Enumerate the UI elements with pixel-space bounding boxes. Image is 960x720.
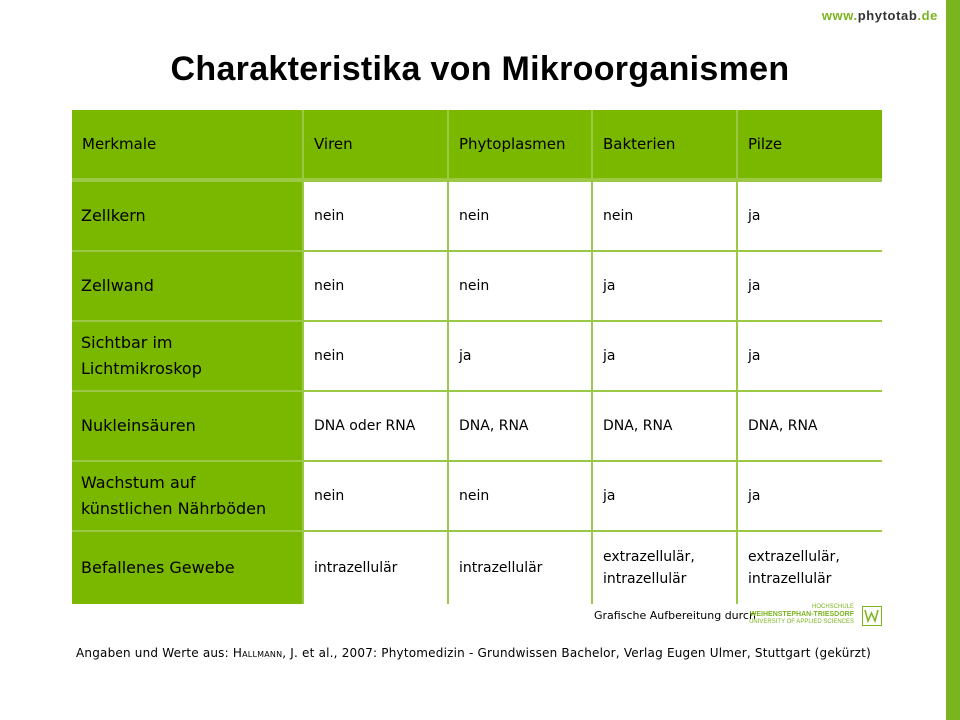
table-cell-viren-text: DNA oder RNA [314,418,416,434]
site-url[interactable] [822,8,938,23]
table-cell-bakterien [593,392,736,460]
row-header-text: Sichtbar im Lichtmikroskop [81,333,202,378]
table-cell-pilze-text: ja [748,278,761,294]
table-cell-phytoplasmen [449,252,591,320]
column-header-merkmale-text: Merkmale [82,135,157,153]
column-header-bakterien [593,110,736,178]
characteristics-table [72,110,882,604]
table-cell-phytoplasmen-text: nein [459,208,490,224]
row-header [72,182,302,250]
table-cell-pilze [738,252,882,320]
row-header-text: Nukleinsäuren [81,416,196,435]
logo-line-2: WEIHENSTEPHAN-TRIESDORF [749,611,854,618]
table-cell-bakterien-text: nein [603,208,634,224]
row-header-text: Befallenes Gewebe [81,558,235,577]
table-cell-pilze-text: DNA, RNA [748,418,818,434]
table-cell-viren-text: nein [314,278,345,294]
row-header [72,532,302,604]
logo-mark-icon [862,606,882,626]
table-cell-viren [304,392,447,460]
table-cell-viren [304,532,447,604]
logo-line-1: HOCHSCHULE [811,604,854,610]
table-cell-pilze [738,532,882,604]
table-cell-phytoplasmen-text: nein [459,488,490,504]
table-cell-phytoplasmen-text: ja [459,348,472,364]
table-cell-pilze-text: ja [748,208,761,224]
table-cell-viren-text: nein [314,348,345,364]
table-cell-viren-text: nein [314,208,345,224]
column-header-merkmale [72,110,302,178]
table-cell-phytoplasmen-text: nein [459,278,490,294]
row-header [72,322,302,390]
row-header-text: Zellwand [81,276,154,295]
column-header-pilze [738,110,882,178]
table-cell-pilze [738,182,882,250]
site-url-tld: .de [917,8,938,23]
credit-text: Grafische Aufbereitung durch [594,609,756,622]
row-header [72,392,302,460]
column-header-phytoplasmen [449,110,591,178]
table-cell-viren [304,462,447,530]
table-cell-pilze [738,392,882,460]
table-cell-phytoplasmen [449,532,591,604]
column-header-pilze-text: Pilze [748,135,783,153]
source-citation [76,644,876,662]
column-header-bakterien-text: Bakterien [603,135,676,153]
table-cell-bakterien-text: extrazellulär, intrazellulär [603,549,695,587]
table-cell-phytoplasmen [449,462,591,530]
page-title: Charakteristika von Mikroorganismen [170,50,790,88]
row-header [72,252,302,320]
table-cell-viren [304,252,447,320]
table-cell-pilze [738,322,882,390]
table-cell-phytoplasmen [449,392,591,460]
table-cell-pilze-text: extrazellulär, intrazellulär [748,549,840,587]
table-cell-bakterien [593,462,736,530]
table-cell-bakterien [593,182,736,250]
table-cell-pilze-text: ja [748,348,761,364]
table-cell-viren-text: nein [314,488,345,504]
row-header-text: Wachstum auf künstlichen Nährböden [81,473,267,518]
row-header-text: Zellkern [81,206,146,225]
site-url-name: phytotab [857,8,918,23]
site-url-www: www. [821,8,858,23]
table-cell-viren [304,322,447,390]
table-cell-phytoplasmen-text: DNA, RNA [459,418,529,434]
table-cell-phytoplasmen [449,322,591,390]
table-cell-pilze-text: ja [748,488,761,504]
column-header-phytoplasmen-text: Phytoplasmen [459,135,566,153]
table-cell-bakterien-text: ja [603,488,616,504]
row-header [72,462,302,530]
table-cell-bakterien-text: ja [603,278,616,294]
table-cell-bakterien [593,252,736,320]
table-cell-viren-text: intrazellulär [314,560,398,576]
table-cell-bakterien-text: DNA, RNA [603,418,673,434]
source-rest: , J. et al., 2007: Phytomedizin - Grundwissen Bachelor, Verlag Eugen Ulmer, Stuttgart (gekürzt) [282,646,871,660]
table-cell-phytoplasmen [449,182,591,250]
column-header-viren [304,110,447,178]
right-accent-bar [946,0,960,720]
table-cell-bakterien-text: ja [603,348,616,364]
logo-line-3: UNIVERSITY OF APPLIED SCIENCES [749,619,854,625]
column-header-viren-text: Viren [314,135,353,153]
university-logo [749,604,884,628]
table-cell-bakterien [593,532,736,604]
source-prefix: Angaben und Werte aus: [76,646,233,660]
table-cell-pilze [738,462,882,530]
table-cell-phytoplasmen-text: intrazellulär [459,560,543,576]
source-author: Hallmann [232,646,283,660]
table-cell-bakterien [593,322,736,390]
table-cell-viren [304,182,447,250]
